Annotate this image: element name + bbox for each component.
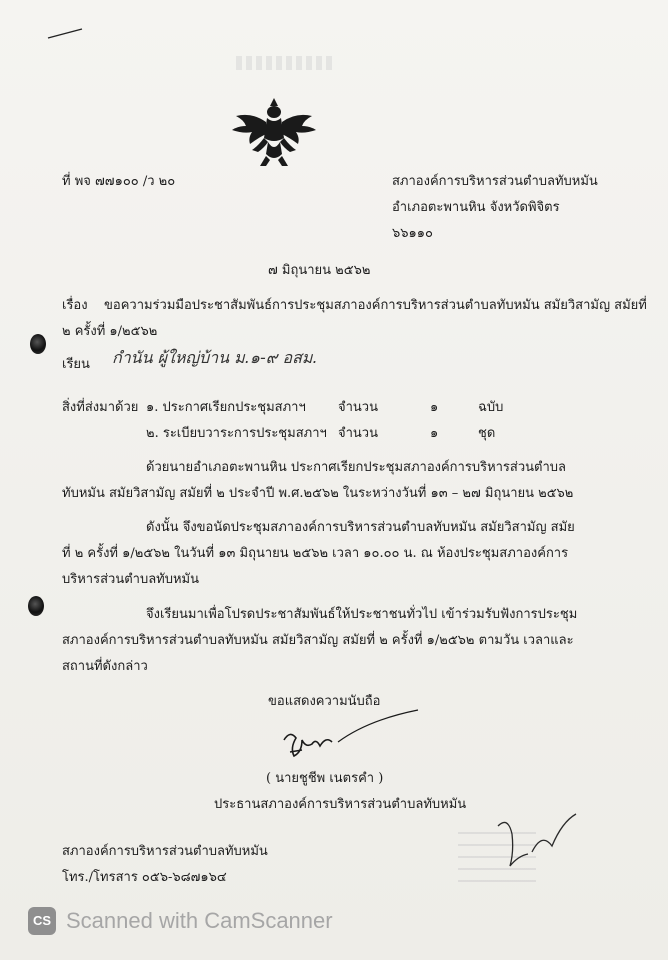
- camscanner-logo-icon: CS: [28, 907, 56, 935]
- handwritten-initials: [492, 812, 582, 872]
- enclosure-item-unit: ฉบับ: [478, 400, 504, 415]
- faint-bleed-through: [236, 56, 336, 70]
- signer-name: ( นายชูชีพ เนตรคำ ): [266, 771, 384, 786]
- signer-position: ประธานสภาองค์การบริหารส่วนตำบลทับหมัน: [214, 797, 467, 812]
- subject-label: เรื่อง: [62, 298, 88, 313]
- closing-salutation: ขอแสดงความนับถือ: [268, 694, 381, 709]
- enclosure-item-qty: ๑: [430, 426, 439, 441]
- sender-postcode: ๖๖๑๑๐: [392, 226, 433, 241]
- body-paragraph-2: ดังนั้น จึงขอนัดประชุมสภาองค์การบริหารส่วนตำบลทับหมัน สมัยวิสามัญ สมัยที่ ๒ ครั้งที่ ๑/๒๕๖๒ ในวันที่ ๑๓ มิถุนายน ๒๕๖๒ เวลา ๑๐.๐๐ น. ณ ห้องประชุมสภาองค์การบริหารส่วนตำบลทับหมัน: [62, 520, 575, 587]
- body-paragraph-1: ด้วยนายอำเภอตะพานหิน ประกาศเรียกประชุมสภาองค์การบริหารส่วนตำบลทับหมัน สมัยวิสามัญ สมัยที่ ๒ ประจำปี พ.ศ.๒๕๖๒ ในระหว่างวันที่ ๑๓ – ๒๗ มิถุนายน ๒๕๖๒: [62, 460, 574, 501]
- recipient-label: เรียน: [62, 357, 90, 372]
- sender-org: สภาองค์การบริหารส่วนตำบลทับหมัน: [392, 174, 598, 189]
- enclosure-item-qty-label: จำนวน: [338, 426, 378, 441]
- enclosure-item-qty: ๑: [430, 400, 439, 415]
- punch-hole-top: [30, 334, 46, 354]
- camscanner-watermark-text: Scanned with CamScanner: [66, 908, 333, 933]
- enclosure-item-qty-label: จำนวน: [338, 400, 378, 415]
- recipient-handwritten: กำนัน ผู้ใหญ่บ้าน ม.๑-๙ อสม.: [112, 348, 318, 367]
- footer-phone: โทร./โทรสาร ๐๕๖-๖๘๗๑๖๔: [62, 870, 227, 885]
- subject-line-2: ๒ ครั้งที่ ๑/๒๕๖๒: [62, 324, 158, 339]
- handwritten-signature: [276, 708, 426, 766]
- document-number: ที่ พจ ๗๗๑๐๐ /ว ๒๐: [62, 174, 176, 189]
- letter-date: ๗ มิถุนายน ๒๕๖๒: [268, 263, 371, 278]
- enclosure-item-unit: ชุด: [478, 426, 496, 441]
- enclosure-item-name: ๒. ระเบียบวาระการประชุมสภาฯ: [146, 426, 327, 441]
- enclosures-label: สิ่งที่ส่งมาด้วย: [62, 400, 139, 415]
- pen-stroke-mark: [46, 26, 86, 42]
- footer-org: สภาองค์การบริหารส่วนตำบลทับหมัน: [62, 844, 268, 859]
- body-paragraph-3: จึงเรียนมาเพื่อโปรดประชาสัมพันธ์ให้ประชาชนทั่วไป เข้าร่วมรับฟังการประชุมสภาองค์การบริหารส่วนตำบลทับหมัน สมัยวิสามัญ สมัยที่ ๒ ครั้งที่ ๑/๒๕๖๒ ตามวัน เวลาและสถานที่ดังกล่าว: [62, 607, 578, 674]
- punch-hole-bottom: [28, 596, 44, 616]
- garuda-emblem-icon: [228, 92, 320, 172]
- enclosure-item-name: ๑. ประกาศเรียกประชุมสภาฯ: [146, 400, 306, 415]
- subject-line-1: ขอความร่วมมือประชาสัมพันธ์การประชุมสภาองค์การบริหารส่วนตำบลทับหมัน สมัยวิสามัญ สมัยที่: [104, 298, 647, 313]
- sender-district: อำเภอตะพานหิน จังหวัดพิจิตร: [392, 200, 560, 215]
